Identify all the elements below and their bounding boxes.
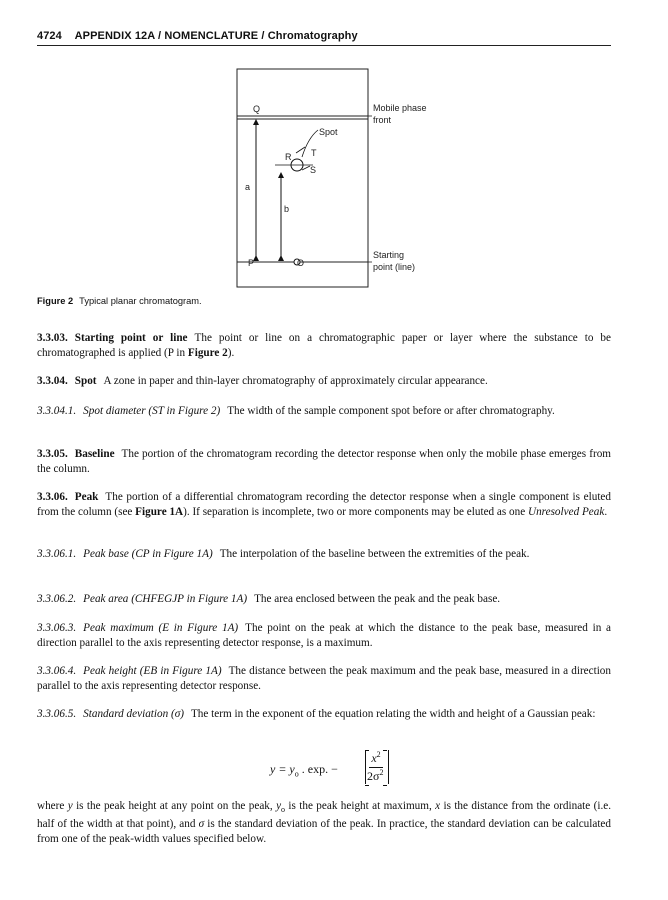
page-number: 4724	[37, 30, 62, 42]
section-text: A zone in paper and thin-layer chromatography of approximately circular appearance.	[103, 375, 488, 387]
label-front: front	[373, 115, 392, 125]
section-number: 3.3.06.3.	[37, 622, 77, 634]
label-mobile-phase: Mobile phase	[373, 103, 427, 113]
section-text: ).	[227, 347, 235, 359]
section-term: Peak height (EB in Figure 1A)	[83, 665, 222, 677]
section-term: Standard deviation (σ)	[83, 708, 184, 720]
running-title: APPENDIX 12A / NOMENCLATURE / Chromatography	[74, 30, 358, 42]
label-starting: Starting	[373, 250, 405, 260]
section-3-3-03	[37, 331, 611, 361]
section-text: .	[604, 506, 608, 518]
figure-ref: Figure 1A	[135, 506, 184, 518]
section-number: 3.3.06.2.	[37, 593, 77, 605]
section-text: ). If separation is incomplete, two or more components may be eluted as one	[183, 506, 528, 518]
label-R: R	[285, 152, 292, 162]
figure-ref: Figure 2	[187, 347, 228, 359]
planar-chromatogram-figure	[0, 0, 668, 320]
equation-lhs: $y = y_o$ . exp. −	[270, 762, 338, 779]
section-text: The interpolation of the baseline between the extremities of the peak.	[219, 548, 530, 560]
section-text: The width of the sample component spot before or after chromatography.	[227, 405, 555, 417]
section-number: 3.3.04.	[37, 375, 68, 387]
section-3-3-06	[37, 490, 611, 520]
section-term: Baseline	[74, 448, 115, 460]
section-3-3-06-4	[37, 664, 611, 694]
section-term: Starting point or line	[74, 332, 188, 344]
figure-caption	[37, 296, 202, 306]
label-spot: Spot	[319, 127, 338, 137]
final-paragraph: where y is the peak height at any point on the peak, $y_o$ is the peak height at maximum, x is the distance from the ordinate (i.e. half of the width at that point), and σ is the standard deviation of the peak. In practice, the standard deviation can be calculated from one of the peak-width values specified below.	[37, 800, 612, 846]
gaussian-equation	[270, 748, 410, 788]
section-number: 3.3.04.1.	[37, 405, 77, 417]
section-term: Spot	[74, 375, 97, 387]
section-term: Peak maximum (E in Figure 1A)	[83, 622, 239, 634]
caption-text: Typical planar chromatogram.	[79, 296, 202, 306]
section-number: 3.3.03.	[37, 332, 68, 344]
bracket-right-ticks	[383, 750, 387, 786]
section-3-3-06-5	[37, 707, 611, 722]
section-text: The area enclosed between the peak and the peak base.	[254, 593, 501, 605]
section-3-3-04-1	[37, 404, 611, 419]
equation-denominator: $2\sigma^2$	[367, 768, 384, 783]
section-term: Peak area (CHFEGJP in Figure 1A)	[83, 593, 248, 605]
equation-numerator: $x^2$	[371, 750, 381, 765]
label-O: O	[297, 258, 305, 268]
italic-term: Unresolved Peak	[528, 506, 605, 518]
section-text: The portion of the chromatogram recording the detector response when only the mobile phase emerges from the column.	[37, 448, 611, 475]
section-term: Spot diameter (ST in Figure 2)	[83, 405, 221, 417]
section-number: 3.3.06.	[37, 491, 68, 503]
plate-outline	[237, 69, 368, 287]
label-point-line: point (line)	[373, 262, 416, 272]
section-3-3-06-2	[37, 592, 611, 607]
section-text: The distance between the peak maximum and the peak base, measured in a direction parallel to the axis representing detector response.	[37, 665, 611, 692]
section-text: The point on the peak at which the distance to the peak base, measured in a direction parallel to the axis representing detector response, is a maximum.	[37, 622, 611, 649]
section-3-3-06-1	[37, 547, 611, 562]
section-text: The point or line on a chromatographic paper or layer where the substance to be chromatographed is applied (P in	[37, 332, 611, 359]
section-3-3-04	[37, 374, 611, 389]
section-3-3-06-3	[37, 621, 611, 651]
label-Q: Q	[253, 104, 261, 114]
section-text: The portion of a differential chromatogram recording the detector response when a single component is eluted from the column (see	[37, 491, 611, 518]
section-number: 3.3.05.	[37, 448, 68, 460]
section-number: 3.3.06.5.	[37, 708, 77, 720]
caption-label: Figure 2	[37, 296, 74, 306]
section-number: 3.3.06.1.	[37, 548, 77, 560]
section-text: The term in the exponent of the equation relating the width and height of a Gaussian peak:	[190, 708, 596, 720]
label-S: S	[310, 165, 317, 175]
label-b: b	[284, 204, 290, 214]
section-term: Peak base (CP in Figure 1A)	[83, 548, 213, 560]
label-a: a	[245, 182, 251, 192]
label-P: P	[248, 258, 255, 268]
section-3-3-05	[37, 447, 611, 477]
section-term: Peak	[74, 491, 99, 503]
label-T: T	[311, 148, 317, 158]
section-number: 3.3.06.4.	[37, 665, 77, 677]
